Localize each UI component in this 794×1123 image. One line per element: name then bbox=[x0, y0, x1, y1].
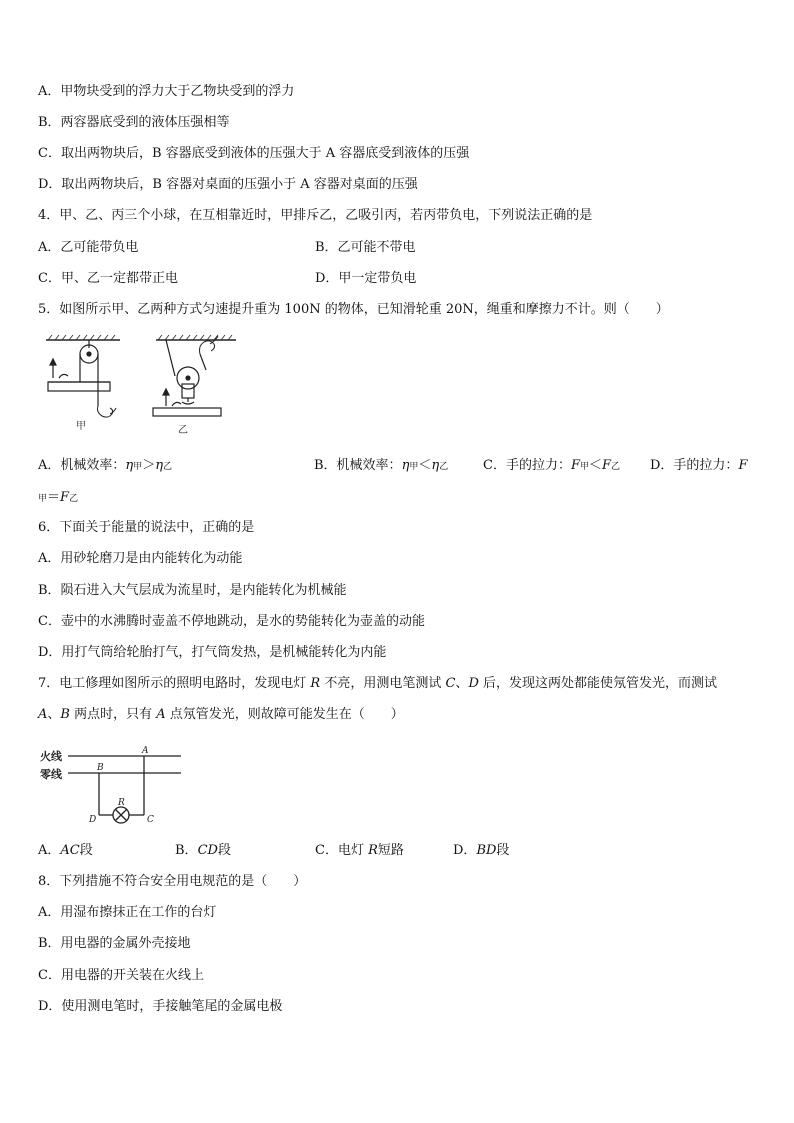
q7-text: 不亮，用测电笔测试 bbox=[320, 676, 446, 691]
q7-stem-line1 bbox=[38, 676, 717, 692]
symbol-C: C bbox=[445, 676, 456, 691]
q8-option-d: D．使用测电笔时，手接触笔尾的金属电极 bbox=[38, 999, 283, 1014]
ceiling-jia bbox=[46, 335, 120, 340]
q7-option-c bbox=[315, 843, 404, 859]
force-symbol: F bbox=[570, 458, 580, 473]
q4-option-d: D．甲一定带负电 bbox=[315, 271, 417, 286]
symbol-A: A bbox=[38, 707, 48, 722]
force-symbol: F bbox=[602, 458, 612, 473]
q7-b-segment: CD bbox=[197, 843, 218, 858]
symbol-D: D bbox=[468, 676, 479, 691]
q7-text: 后，发现这两处都能使氖管发光，而测试 bbox=[478, 676, 718, 691]
fig-label-C: C bbox=[147, 815, 154, 825]
eta-symbol: η bbox=[125, 458, 134, 473]
q8-option-b: B．用电器的金属外壳接地 bbox=[38, 936, 191, 951]
q5-option-c bbox=[483, 458, 620, 475]
q5-option-d-part1 bbox=[650, 458, 747, 474]
q7-c-prefix: C．电灯 bbox=[315, 843, 369, 858]
q7-seg: 段 bbox=[79, 843, 93, 858]
q5-c-prefix: C．手的拉力： bbox=[483, 458, 571, 473]
q7-d-prefix: D． bbox=[453, 843, 477, 858]
fig-label-yi: 乙 bbox=[178, 425, 188, 436]
sub-yi: 乙 bbox=[439, 462, 449, 472]
q7-text: 点氖管发光，则故障可能发生在（ ） bbox=[165, 707, 404, 722]
q6-option-d: D．用打气筒给轮胎打气，打气筒发热，是机械能转化为内能 bbox=[38, 645, 387, 660]
q7-option-b bbox=[175, 843, 231, 859]
arrow-up-jia bbox=[50, 359, 68, 378]
less-than: ＜ bbox=[418, 458, 432, 473]
q5-d-prefix: D．手的拉力： bbox=[650, 458, 739, 473]
q7-stem-line2 bbox=[38, 707, 404, 723]
fig-label-R: R bbox=[118, 798, 125, 808]
fig-label-D: D bbox=[89, 815, 97, 825]
symbol-B: B bbox=[60, 707, 70, 722]
q5-option-a bbox=[38, 458, 172, 475]
sub-jia: 甲 bbox=[409, 462, 419, 472]
q7-seg: 段 bbox=[217, 843, 231, 858]
sub-jia: 甲 bbox=[133, 462, 143, 472]
force-symbol: F bbox=[738, 458, 748, 473]
q7-text: 、 bbox=[47, 707, 61, 722]
equals: ＝ bbox=[47, 490, 61, 505]
sub-jia: 甲 bbox=[579, 462, 589, 472]
arrow-up-yi bbox=[163, 389, 181, 406]
greater-than: ＞ bbox=[142, 458, 156, 473]
fig-label-jia: 甲 bbox=[76, 421, 86, 432]
q6-option-b: B．陨石进入大气层成为流星时，是内能转化为机械能 bbox=[38, 583, 347, 598]
q3-option-d: D．取出两物块后，B 容器对桌面的压强小于 A 容器对桌面的压强 bbox=[38, 177, 418, 192]
fig-label-B: B bbox=[97, 763, 104, 773]
q7-text: 、 bbox=[455, 676, 469, 691]
q5-pulley-figure bbox=[38, 334, 248, 439]
ceiling-yi bbox=[156, 335, 236, 340]
q3-option-b: B．两容器底受到的液体压强相等 bbox=[38, 115, 230, 130]
q7-c-suffix: 短路 bbox=[377, 843, 404, 858]
symbol-R: R bbox=[310, 676, 321, 691]
q7-text: 两点时，只有 bbox=[69, 707, 157, 722]
q5-stem: 5．如图所示甲、乙两种方式匀速提升重为 100N 的物体，已知滑轮重 20N，绳重和摩擦力不计。则（ ） bbox=[38, 302, 669, 317]
q6-option-c: C．壶中的水沸腾时壶盖不停地跳动，是水的势能转化为壶盖的动能 bbox=[38, 614, 425, 629]
q6-stem: 6．下面关于能量的说法中，正确的是 bbox=[38, 520, 255, 535]
fig-live-label: 火线 bbox=[40, 750, 62, 763]
q5-b-prefix: B．机械效率： bbox=[314, 458, 402, 473]
q5-a-prefix: A．机械效率： bbox=[38, 458, 126, 473]
q5-option-d-part2 bbox=[38, 490, 78, 507]
fixed-pulley-jia bbox=[48, 340, 110, 406]
q7-option-d bbox=[453, 843, 509, 859]
q7-b-prefix: B． bbox=[175, 843, 198, 858]
q7-d-segment: BD bbox=[476, 843, 497, 858]
symbol-R: R bbox=[368, 843, 378, 858]
q4-stem: 4．甲、乙、丙三个小球，在互相靠近时，甲排斥乙，乙吸引丙，若丙带负电，下列说法正确的是 bbox=[38, 208, 593, 223]
eta-symbol: η bbox=[401, 458, 410, 473]
q3-option-c: C．取出两物块后，B 容器底受到液体的压强大于 A 容器底受到液体的压强 bbox=[38, 146, 470, 161]
hand-jia bbox=[98, 406, 117, 417]
symbol-A: A bbox=[156, 707, 166, 722]
q4-option-a: A．乙可能带负电 bbox=[38, 240, 139, 255]
less-than: ＜ bbox=[589, 458, 603, 473]
q5-option-b bbox=[314, 458, 448, 475]
q7-option-a bbox=[38, 843, 93, 859]
q7-a-prefix: A． bbox=[38, 843, 61, 858]
q8-stem: 8．下列措施不符合安全用电规范的是（ ） bbox=[38, 874, 307, 889]
q3-option-a: A．甲物块受到的浮力大于乙物块受到的浮力 bbox=[38, 84, 295, 99]
eta-symbol: η bbox=[431, 458, 440, 473]
q7-text: 7．电工修理如图所示的照明电路时，发现电灯 bbox=[38, 676, 311, 691]
fig-neutral-label: 零线 bbox=[40, 768, 62, 781]
sub-yi: 乙 bbox=[69, 494, 79, 504]
fig-label-A: A bbox=[142, 746, 149, 756]
q4-option-c: C．甲、乙一定都带正电 bbox=[38, 271, 178, 286]
q7-circuit-figure bbox=[38, 742, 188, 828]
q4-option-b: B．乙可能不带电 bbox=[315, 240, 416, 255]
force-symbol: F bbox=[60, 490, 70, 505]
q6-option-a: A．用砂轮磨刀是由内能转化为动能 bbox=[38, 551, 243, 566]
q8-option-c: C．用电器的开关装在火线上 bbox=[38, 968, 204, 983]
sub-jia: 甲 bbox=[38, 494, 48, 504]
movable-pulley-yi bbox=[153, 340, 221, 416]
q8-option-a: A．用湿布擦抹正在工作的台灯 bbox=[38, 905, 217, 920]
q7-a-segment: AC bbox=[60, 843, 80, 858]
q7-seg: 段 bbox=[496, 843, 510, 858]
eta-symbol: η bbox=[155, 458, 164, 473]
sub-yi: 乙 bbox=[611, 462, 621, 472]
sub-yi: 乙 bbox=[163, 462, 173, 472]
